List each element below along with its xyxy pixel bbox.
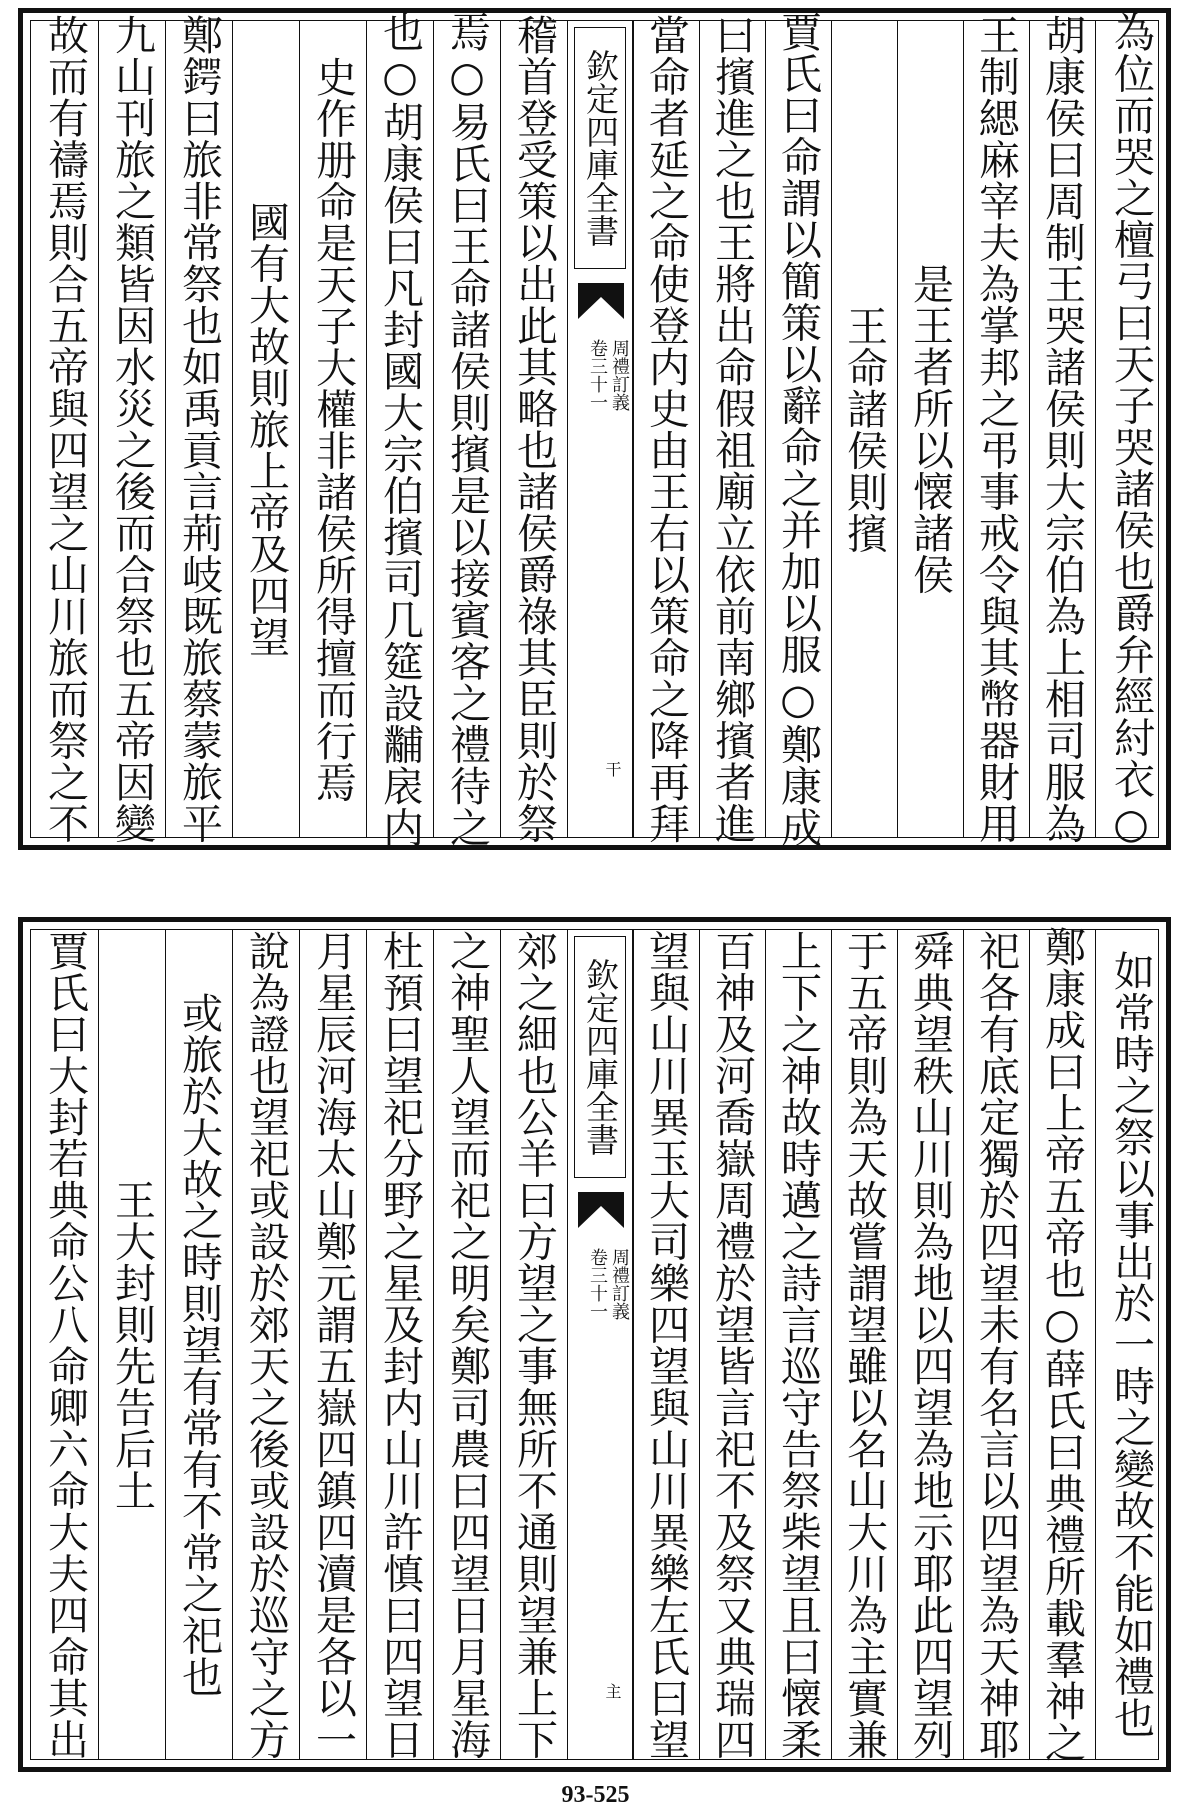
text-column: 上下之神故時邁之詩言巡守告祭柴望且曰懐柔 [765,930,831,1759]
center-margin-strip [567,21,633,837]
book-title: 欽定四庫全書 [574,936,626,1178]
text-column: 故而有禱焉則合五帝與四望之山川旅而祭之不 [41,14,89,844]
text-column: 為位而哭之檀弓曰天子哭諸侯也爵弁經紂衣○ [1095,21,1164,837]
text-column: 鄭康成曰上帝五帝也○薛氏曰典禮所載羣神之 [1029,930,1095,1759]
folio-number: 干 [603,761,622,777]
bottom-page-block [18,917,1171,1772]
chapter-label: 周禮訂義 卷三十一 [587,1248,630,1320]
text-column: 杜預曰望祀分野之星及封内山川許慎曰四望日 [366,930,433,1759]
text-column: 月星辰河海太山鄭元謂五嶽四鎮四瀆是各以一 [299,930,366,1759]
text-column: 或旅於大故之時則望有常有不常之祀也 [165,930,232,1759]
text-column: 曰擯進之也王將出命假祖廟立依前南鄉擯者進 [699,21,765,837]
book-title: 欽定四庫全書 [574,27,626,269]
text-column: 舜典望秩山川則為地以四望為地示耶此四望列 [897,930,963,1759]
text-column: 說為證也望祀或設於郊天之後或設於巡守之方 [232,930,299,1759]
text-column: 祀各有底定獨於四望未有名言以四望為天神耶 [963,930,1029,1759]
text-column: 于五帝則為天故嘗謂望雖以名山大川為主實兼 [831,930,897,1759]
text-column: 之神聖人望而祀之明矣鄭司農曰四望日月星海 [433,930,500,1759]
text-column: 如常時之祭以事出於一時之變故不能如禮也 [1095,930,1164,1759]
text-column: 胡康侯曰周制王哭諸侯則大宗伯為上相司服為 [1029,21,1095,837]
text-column: 賈氏曰大封若典命公八命卿六命大夫四命其出 [41,929,89,1760]
top-page-block [18,8,1171,850]
text-column: 史作册命是天子大權非諸侯所得擅而行焉 [299,21,366,837]
fish-tail-ornament-icon [578,1192,624,1228]
text-column: 郊之細也公羊曰方望之事無所不通則望兼上下 [500,930,567,1759]
text-column: 賈氏曰命謂以簡策以辭命之并加以服○鄭康成 [765,21,831,837]
text-column: 國有大故則旅上帝及四望 [232,21,299,837]
center-margin-strip [567,930,633,1759]
text-column: 鄭鍔曰旅非常祭也如禹貢言荊岐既旅蔡蒙旅平 [165,21,232,837]
text-column: 王大封則先告后土 [98,930,165,1759]
text-column: 九山刊旅之類皆因水災之後而合祭也五帝因變 [98,21,165,837]
top-page-frame [30,10,1159,848]
text-column: 稽首登受策以出此其略也諸侯爵祿其臣則於祭 [500,21,567,837]
text-column: 王命諸侯則擯 [831,21,897,837]
text-column: 王制緦麻宰夫為掌邦之弔事戒令與其幣器財用 [963,21,1029,837]
folio-number: 主 [603,1683,622,1699]
text-column: 也○胡康侯曰凡封國大宗伯擯司几筵設黼扆内 [366,21,433,837]
chapter-label: 周禮訂義 卷三十一 [587,339,630,411]
fish-tail-ornament-icon [578,283,624,319]
bottom-page-frame [30,926,1159,1763]
text-column: 是王者所以懐諸侯 [897,21,963,837]
text-column: 百神及河喬嶽周禮於望皆言祀不及祭又典瑞四 [699,930,765,1759]
page-reference-number: 93-525 [561,1782,630,1808]
text-column: 望與山川異玉大司樂四望與山川異樂左氏曰望 [633,930,699,1759]
text-column: 焉○易氏曰王命諸侯則擯是以接賓客之禮待之 [433,21,500,837]
text-column: 當命者延之命使登内史由王右以策命之降再拜 [633,21,699,837]
